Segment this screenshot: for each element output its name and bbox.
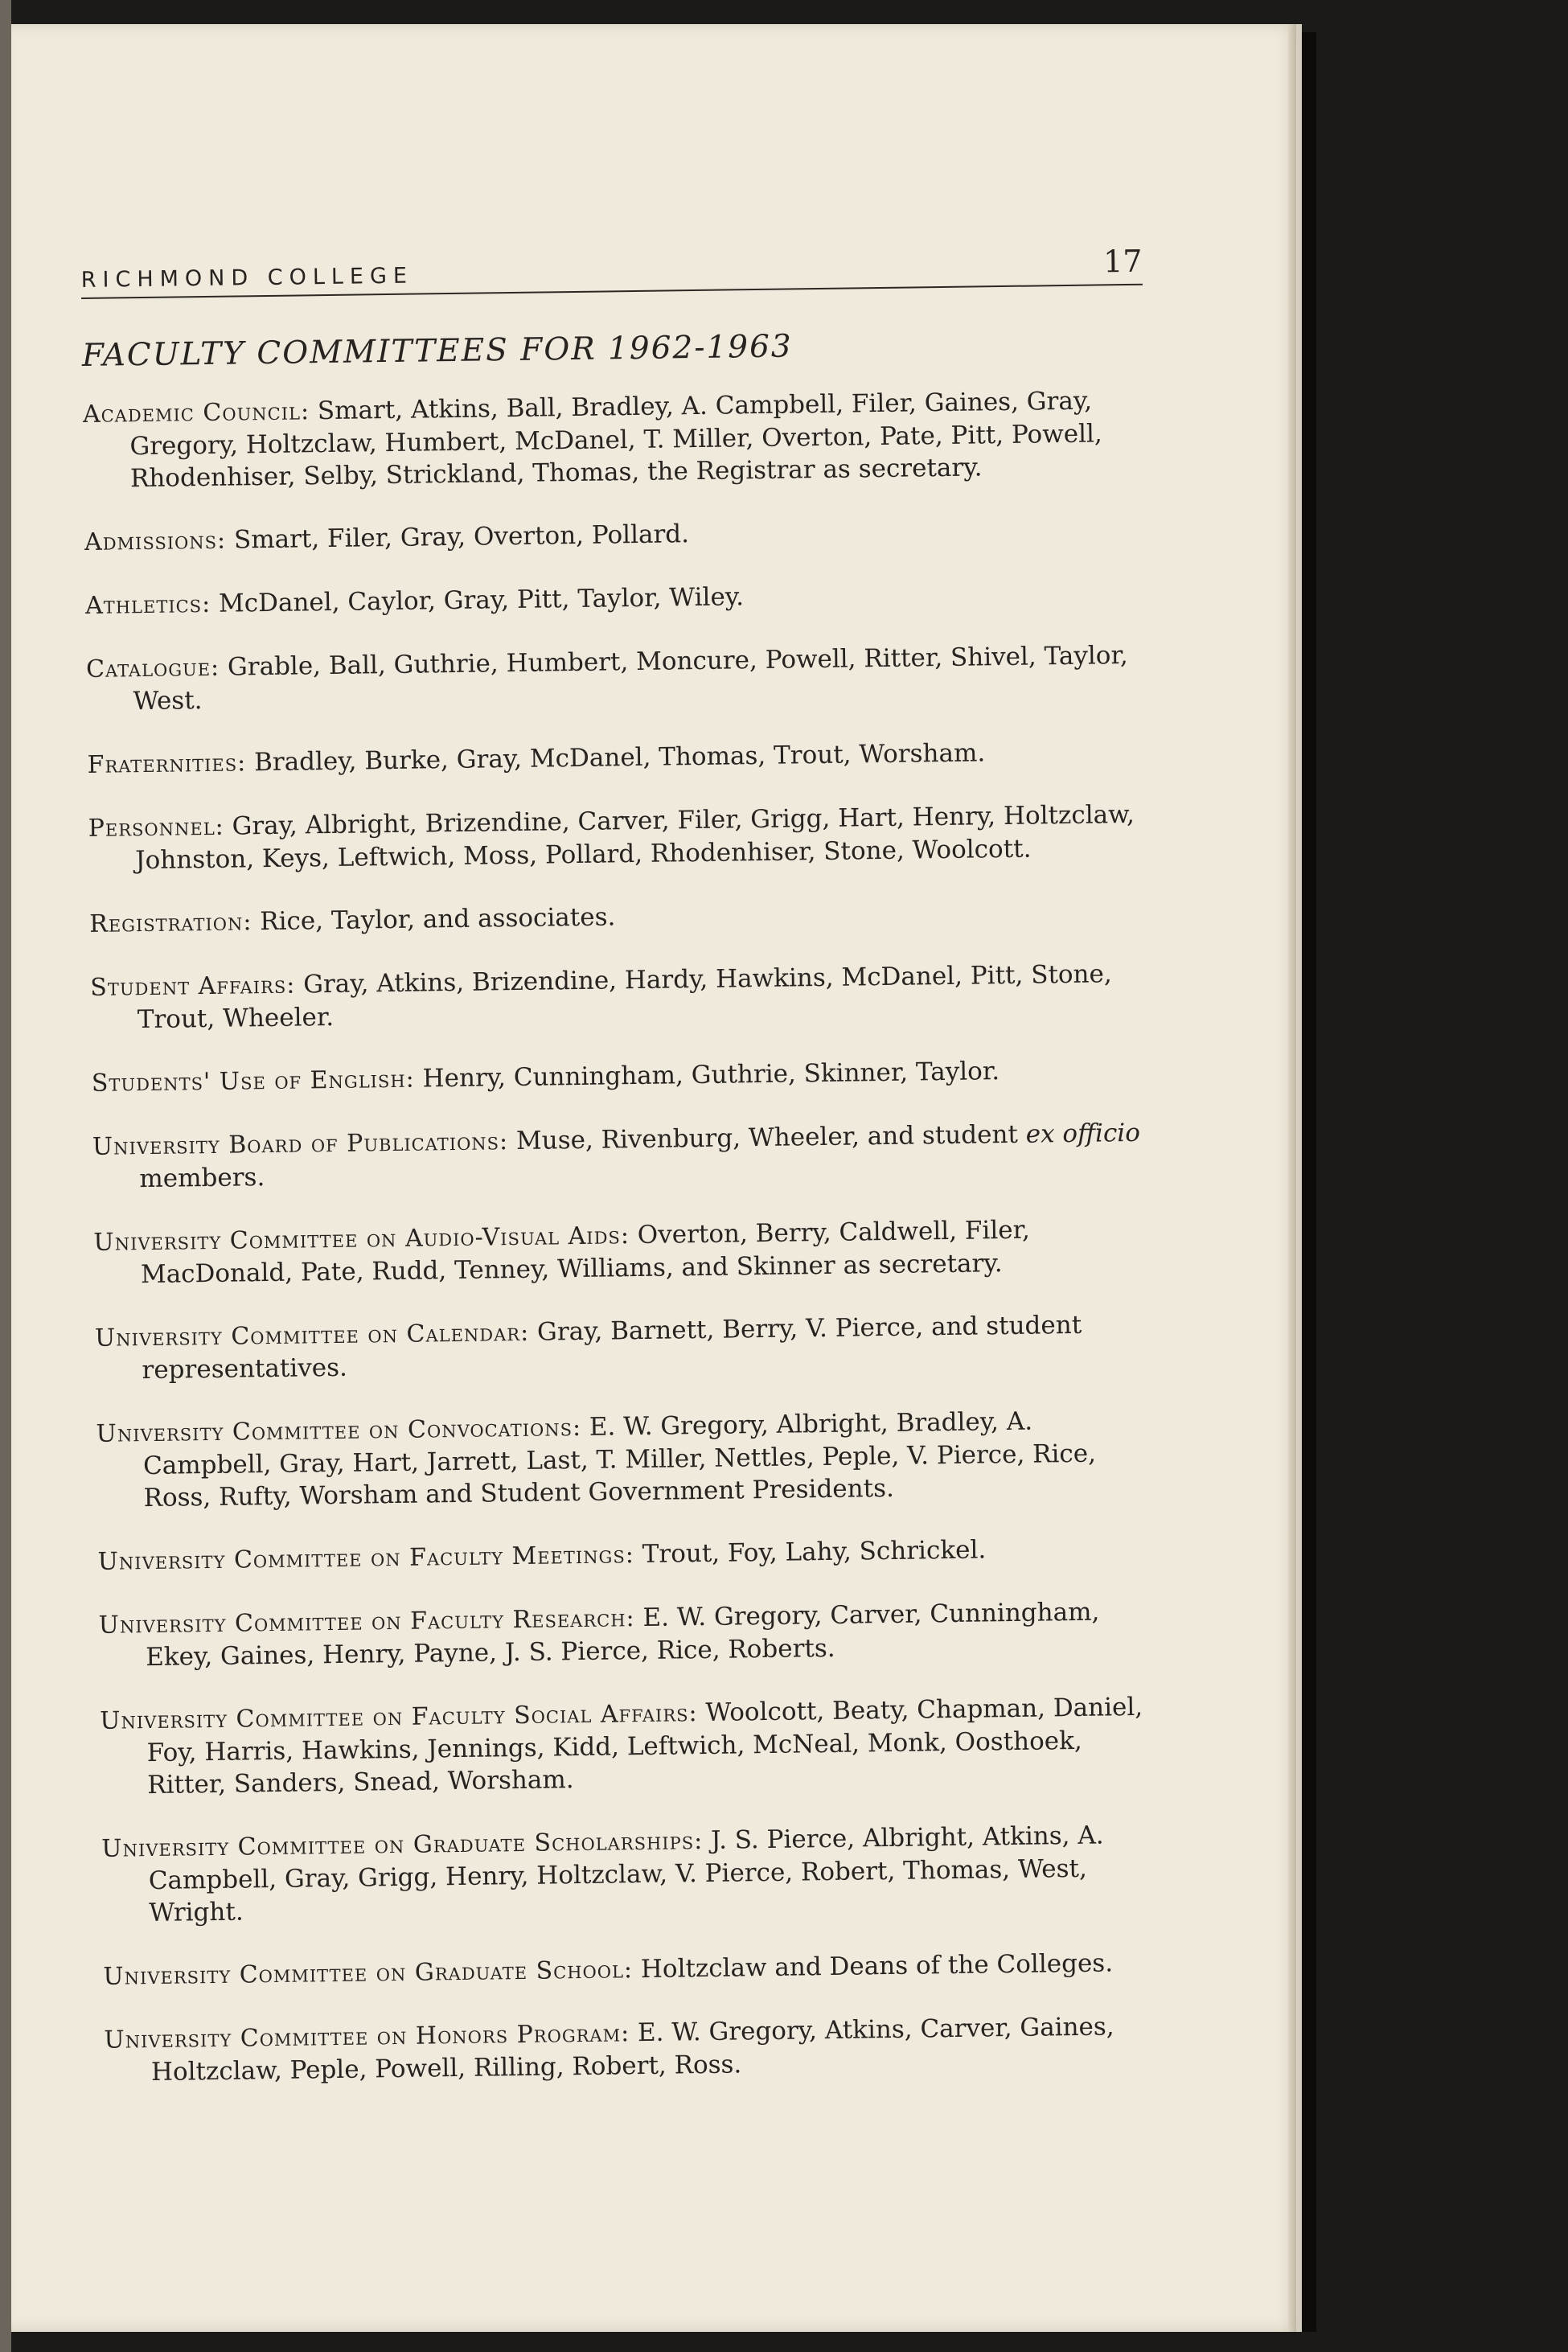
- committee-members: McDanel, Caylor, Gray, Pitt, Taylor, Wiley.: [218, 582, 745, 618]
- committee-members: E. W. Gregory, Atkins, Carver, Gaines, Holtzclaw, Peple, Powell, Rilling, Robert, Ross.: [150, 2012, 1114, 2087]
- committee-members: J. S. Pierce, Albright, Atkins, A. Campbell, Gray, Grigg, Henry, Holtzclaw, V. Pierce, Robert, Thomas, West, Wright.: [148, 1820, 1104, 1928]
- committee-name: Registration:: [89, 908, 252, 938]
- committee-members: Gray, Albright, Brizendine, Carver, Filer, Grigg, Hart, Henry, Holtzclaw, Johnston, Keys, Leftwich, Moss, Pollard, Rhodenhiser, Stone, Woolcott.: [134, 799, 1135, 876]
- committee-members: Woolcott, Beaty, Chapman, Daniel, Foy, Harris, Hawkins, Jennings, Kidd, Leftwich, McNeal, Monk, Oosthoek, Ritter, Sanders, Snead, Worsham.: [146, 1692, 1143, 1800]
- committee-entry-honors-program: [104, 2010, 1166, 2089]
- committee-name: University Committee on Audio-Visual Aids:: [93, 1221, 630, 1257]
- page-number: 17: [1102, 243, 1143, 280]
- committee-entry-faculty-social-affairs: [100, 1691, 1162, 1802]
- committee-members: Rice, Taylor, and associates.: [260, 902, 616, 937]
- committee-name: University Board of Publications:: [92, 1127, 509, 1161]
- committee-list: [83, 384, 1166, 2089]
- committee-members: Smart, Filer, Gray, Overton, Pollard.: [233, 519, 690, 555]
- committee-entry-student-affairs: [90, 958, 1152, 1036]
- committee-name: Fraternities:: [87, 749, 247, 779]
- committee-members: E. W. Gregory, Albright, Bradley, A. Campbell, Gray, Hart, Jarrett, Last, T. Miller, Nettles, Peple, V. Pierce, Rice, Ross, Rufty, Worsham and Student Government Presidents.: [142, 1406, 1097, 1513]
- committee-entry-admissions: [84, 512, 1146, 559]
- committee-members: Henry, Cunningham, Guthrie, Skinner, Taylor.: [422, 1057, 1000, 1094]
- running-head: [80, 220, 1143, 299]
- committee-name: Admissions:: [84, 526, 227, 556]
- committee-entry-academic-council: [83, 384, 1145, 495]
- committee-members: Bradley, Burke, Gray, McDanel, Thomas, Trout, Worsham.: [253, 738, 986, 778]
- adjacent-page-edge: [0, 0, 11, 2352]
- committee-members: Overton, Berry, Caldwell, Filer, MacDonald, Pate, Rudd, Tenney, Williams, and Skinner as secretary.: [140, 1215, 1031, 1290]
- committee-members: Trout, Foy, Lahy, Schrickel.: [642, 1535, 987, 1569]
- committee-name: Academic Council:: [82, 397, 310, 429]
- committee-members-tail: members.: [139, 1163, 265, 1194]
- committee-entry-registration: [89, 894, 1151, 941]
- page-content: [80, 220, 1167, 2120]
- committee-entry-board-of-publications: [92, 1117, 1155, 1196]
- committee-entry-calendar: [95, 1308, 1157, 1387]
- committee-members: Grable, Ball, Guthrie, Humbert, Moncure, Powell, Ritter, Shivel, Taylor, West.: [133, 640, 1128, 716]
- committee-entry-convocations: [96, 1404, 1158, 1515]
- committee-entry-graduate-school: [103, 1947, 1164, 1993]
- running-head-title: RICHMOND COLLEGE: [80, 263, 414, 293]
- committee-name: University Committee on Faculty Research:: [98, 1604, 635, 1640]
- committee-members: Gray, Atkins, Brizendine, Hardy, Hawkins, McDanel, Pitt, Stone, Trout, Wheeler.: [137, 959, 1112, 1035]
- committee-name: University Committee on Faculty Social Affairs:: [99, 1699, 698, 1735]
- committee-members: Smart, Atkins, Ball, Bradley, A. Campbell, Filer, Gaines, Gray, Gregory, Holtzclaw, Humbert, McDanel, T. Miller, Overton, Pate, Pitt, Powell, Rhodenhiser, Selby, Strickland, Thomas, the Registrar as secretary.: [129, 386, 1102, 494]
- committee-name: Catalogue:: [85, 653, 220, 683]
- committee-entry-audio-visual-aids: [93, 1213, 1155, 1291]
- committee-name: University Committee on Graduate School:: [103, 1956, 634, 1991]
- committee-name: Student Affairs:: [90, 971, 296, 1002]
- committee-members: Holtzclaw and Deans of the Colleges.: [640, 1948, 1114, 1985]
- committee-name: University Committee on Faculty Meetings:: [97, 1541, 635, 1576]
- committee-members: Muse, Rivenburg, Wheeler, and student: [515, 1119, 1019, 1156]
- committee-entry-students-use-of-english: [92, 1053, 1153, 1100]
- committee-name: University Committee on Honors Program:: [104, 2019, 630, 2054]
- committee-entry-athletics: [85, 576, 1147, 622]
- committee-entry-fraternities: [87, 735, 1148, 782]
- committee-entry-catalogue: [86, 639, 1148, 718]
- committee-entry-graduate-scholarships: [101, 1819, 1164, 1930]
- committee-name: Athletics:: [84, 589, 211, 620]
- committee-name: University Committee on Graduate Scholarships:: [101, 1827, 704, 1863]
- committee-name: University Committee on Calendar:: [94, 1318, 530, 1353]
- section-title: FACULTY COMMITTEES FOR 1962-1963: [81, 328, 793, 374]
- committee-entry-faculty-research: [98, 1595, 1160, 1674]
- committee-members: Gray, Barnett, Berry, V. Pierce, and student representatives.: [142, 1310, 1082, 1385]
- committee-members-italic: ex officio: [1025, 1118, 1141, 1149]
- committee-entry-faculty-meetings: [97, 1532, 1159, 1578]
- page-edge: [1288, 24, 1296, 2332]
- committee-name: University Committee on Convocations:: [96, 1413, 582, 1448]
- committee-members: E. W. Gregory, Carver, Cunningham, Ekey, Gaines, Henry, Payne, J. S. Pierce, Rice, Roberts.: [145, 1597, 1100, 1673]
- committee-entry-personnel: [88, 798, 1150, 877]
- committee-name: Personnel:: [88, 812, 224, 843]
- committee-name: Students' Use of English:: [91, 1065, 415, 1098]
